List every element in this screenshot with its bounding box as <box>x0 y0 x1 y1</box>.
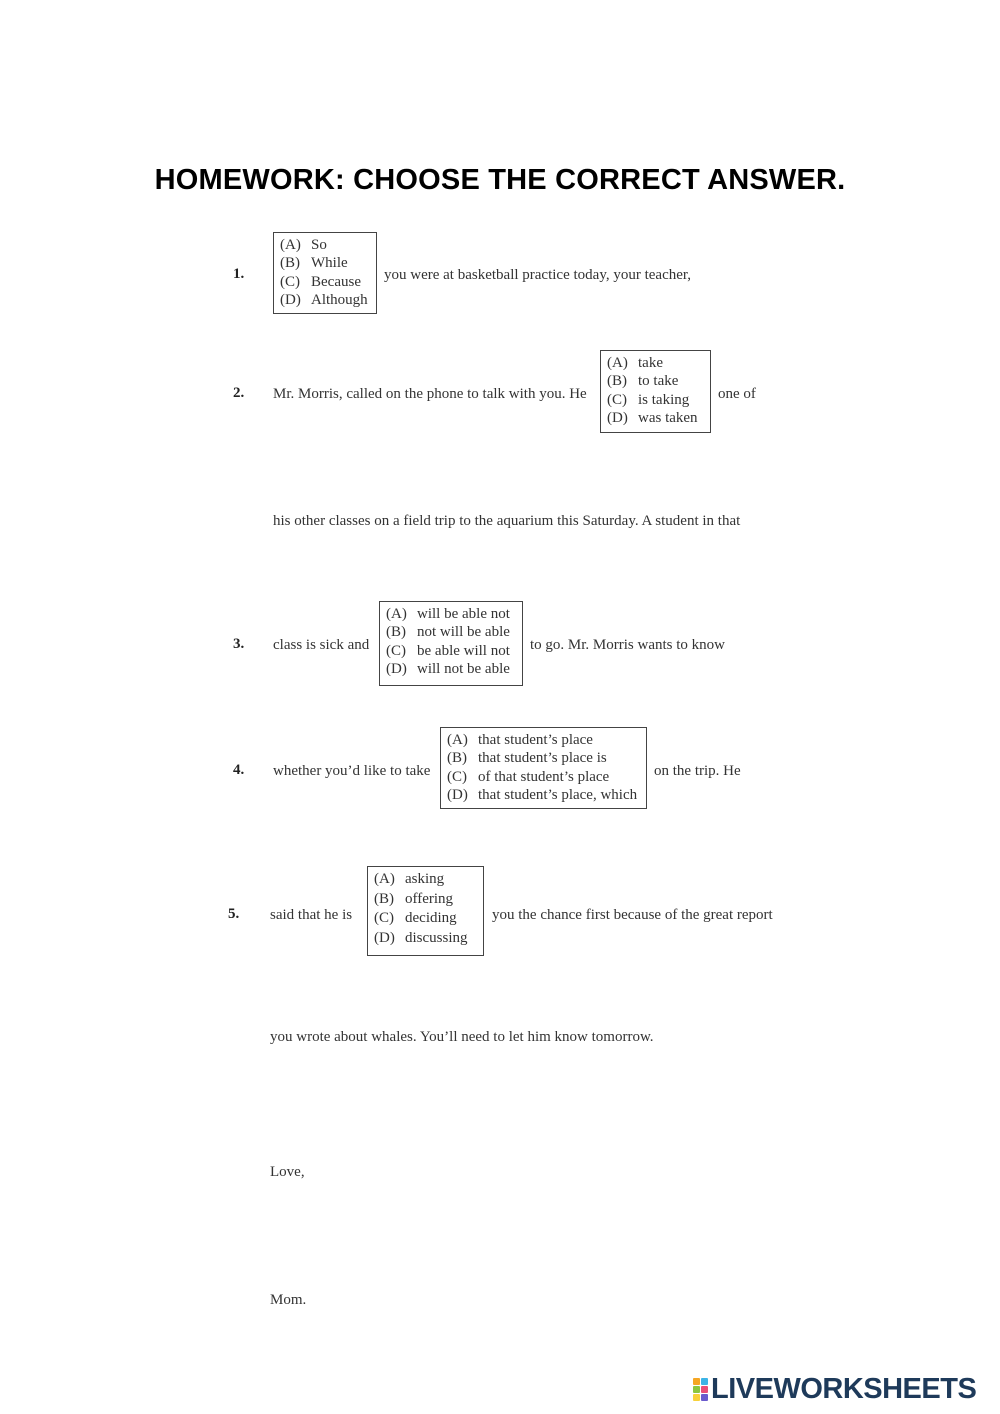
logo-square <box>701 1394 708 1401</box>
closing-text: Love, <box>270 1164 305 1180</box>
question-2-options <box>600 350 711 433</box>
signature-text: Mom. <box>270 1292 307 1308</box>
liveworksheets-logo <box>693 1374 976 1404</box>
question-1-text-after: you were at basketball practice today, your teacher, <box>384 267 692 283</box>
question-5-continuation: you wrote about whales. You’ll need to let him know tomorrow. <box>270 1029 654 1045</box>
question-3-option-b[interactable]: (B) not will be able <box>386 624 510 641</box>
question-5-text-before: said that he is <box>270 907 353 923</box>
question-5-option-d[interactable]: (D) discussing <box>374 929 468 946</box>
logo-square <box>701 1378 708 1385</box>
logo-square <box>693 1386 700 1393</box>
question-2-number: 2. <box>233 385 245 401</box>
question-5-number: 5. <box>228 906 240 922</box>
question-4-option-d[interactable]: (D) that student’s place, which <box>447 786 638 803</box>
liveworksheets-logo-icon <box>693 1378 708 1401</box>
question-5-options <box>367 866 484 956</box>
question-3-option-a[interactable]: (A) will be able not <box>386 606 510 622</box>
question-2-text-after: one of <box>718 386 756 402</box>
question-5-option-b[interactable]: (B) offering <box>374 890 454 907</box>
question-3-option-d[interactable]: (D) will not be able <box>386 660 510 677</box>
question-4-text-after: on the trip. He <box>654 763 741 779</box>
question-2-option-a[interactable]: (A) take <box>607 355 663 371</box>
question-4-option-b[interactable]: (B) that student’s place is <box>447 750 607 767</box>
question-1-option-b[interactable]: (B) While <box>280 255 348 272</box>
question-4-option-c[interactable]: (C) of that student’s place <box>447 768 610 785</box>
question-4-number: 4. <box>233 762 245 778</box>
question-1-options <box>273 232 377 314</box>
question-3-number: 3. <box>233 636 245 652</box>
logo-square <box>693 1394 700 1401</box>
question-2-option-c[interactable]: (C) is taking <box>607 391 690 408</box>
question-5-text-after: you the chance first because of the great report <box>492 907 773 923</box>
question-3-options <box>379 601 523 686</box>
question-5-option-c[interactable]: (C) deciding <box>374 910 457 926</box>
question-4-option-a[interactable]: (A) that student’s place <box>447 732 593 748</box>
page-title: HOMEWORK: CHOOSE THE CORRECT ANSWER. <box>154 164 846 196</box>
question-3-text-before: class is sick and <box>273 637 370 653</box>
question-1-number: 1. <box>233 266 245 282</box>
question-1-option-a[interactable]: (A) So <box>280 237 327 253</box>
question-3-option-c[interactable]: (C) be able will not <box>386 642 510 659</box>
question-2-continuation: his other classes on a field trip to the aquarium this Saturday. A student in that <box>273 513 741 529</box>
question-2-text-before: Mr. Morris, called on the phone to talk with you. He <box>273 386 587 402</box>
liveworksheets-logo-text: LIVEWORKSHEETS <box>711 1372 977 1405</box>
question-1-option-c[interactable]: (C) Because <box>280 273 361 290</box>
question-4-options <box>440 727 647 809</box>
question-2-option-b[interactable]: (B) to take <box>607 373 679 390</box>
question-1-option-d[interactable]: (D) Although <box>280 291 368 308</box>
question-3-text-after: to go. Mr. Morris wants to know <box>530 637 725 653</box>
question-4-text-before: whether you’d like to take <box>273 763 431 779</box>
logo-square <box>701 1386 708 1393</box>
question-5-option-a[interactable]: (A) asking <box>374 871 445 887</box>
logo-square <box>693 1378 700 1385</box>
question-2-option-d[interactable]: (D) was taken <box>607 409 698 426</box>
